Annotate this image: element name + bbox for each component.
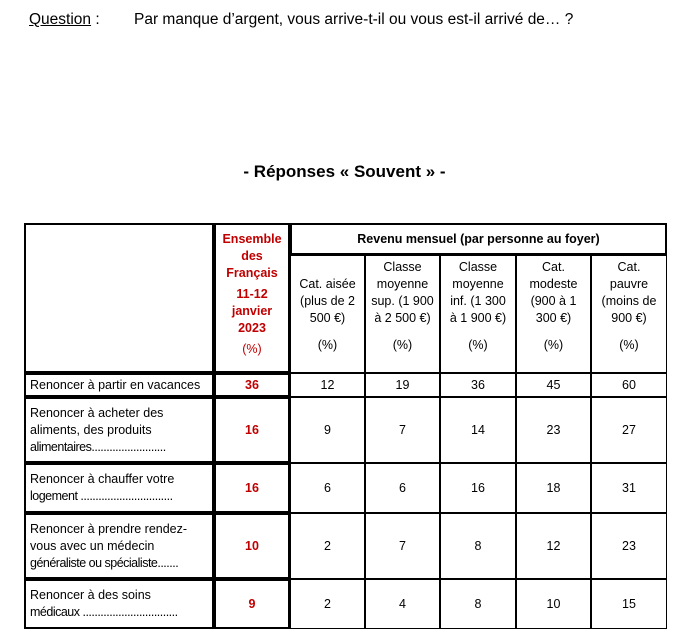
category-line: 300 €) — [535, 311, 572, 325]
table-cell: 8 — [440, 513, 516, 579]
table-cell: 9 — [290, 397, 365, 463]
ensemble-line: Ensemble — [222, 232, 282, 246]
category-header — [440, 255, 516, 373]
ensemble-line: 2023 — [238, 321, 266, 335]
category-header — [516, 255, 591, 373]
category-line: Classe — [458, 260, 498, 274]
ensemble-value: 9 — [214, 579, 290, 629]
table-cell: 27 — [591, 397, 667, 463]
row-label-line: alimentaires......................... — [30, 439, 166, 454]
table-cell: 7 — [365, 513, 440, 579]
table-cell: 12 — [516, 513, 591, 579]
table-row — [24, 373, 667, 397]
table-cell: 19 — [365, 373, 440, 397]
table-row — [24, 513, 667, 579]
row-label-line: médicaux ................................ — [30, 605, 178, 619]
revenue-header: Revenu mensuel (par personne au foyer) — [290, 223, 667, 255]
table-cell: 8 — [440, 579, 516, 629]
category-line: Cat. — [617, 260, 641, 274]
category-line: (900 à 1 — [530, 294, 577, 308]
table-cell: 45 — [516, 373, 591, 397]
category-line: sup. (1 900 — [371, 294, 434, 308]
category-line: moyenne — [376, 277, 429, 291]
category-line: 900 €) — [611, 311, 647, 325]
category-line: (moins de — [601, 294, 657, 308]
header-blank-cell — [24, 223, 214, 373]
table-cell: 6 — [365, 463, 440, 513]
ensemble-line: Français — [226, 266, 278, 280]
category-unit: (%) — [619, 338, 639, 352]
table-row — [24, 579, 667, 629]
category-line: (plus de 2 — [300, 294, 355, 308]
category-line: Cat. aisée — [299, 277, 356, 291]
results-table — [24, 223, 667, 629]
table-cell: 16 — [440, 463, 516, 513]
question-line — [29, 11, 574, 29]
category-header — [365, 255, 440, 373]
row-label-line: Renoncer à chauffer votre — [30, 472, 175, 486]
table-cell: 23 — [516, 397, 591, 463]
row-label-line: Renoncer à acheter des — [30, 405, 164, 420]
row-label — [24, 463, 214, 513]
table-cell: 2 — [290, 579, 365, 629]
ensemble-line: 11-12 — [236, 287, 268, 301]
table-cell: 15 — [591, 579, 667, 629]
ensemble-value: 36 — [214, 373, 290, 397]
question-label: Question — [29, 11, 92, 28]
ensemble-header — [214, 223, 290, 373]
category-line: Classe — [383, 260, 422, 274]
table-cell: 10 — [516, 579, 591, 629]
table-cell: 31 — [591, 463, 667, 513]
category-line: pauvre — [609, 277, 649, 291]
category-line: Cat. — [542, 260, 565, 274]
row-label — [24, 397, 214, 463]
ensemble-line: janvier — [231, 304, 273, 318]
category-unit: (%) — [317, 338, 338, 352]
row-label-line: généraliste ou spécialiste....... — [30, 555, 179, 570]
table-cell: 12 — [290, 373, 365, 397]
category-line: moyenne — [452, 277, 504, 291]
category-unit: (%) — [392, 338, 413, 352]
table-cell: 60 — [591, 373, 667, 397]
row-label — [24, 513, 214, 579]
question-text: Par manque d’argent, vous arrive-t-il ou vous est-il arrivé de… ? — [134, 11, 574, 28]
subtitle: - Réponses « Souvent » - — [243, 162, 446, 181]
table-row — [24, 397, 667, 463]
ensemble-value: 16 — [214, 397, 290, 463]
table-cell: 23 — [591, 513, 667, 579]
category-line: inf. (1 300 — [450, 294, 506, 308]
table-cell: 18 — [516, 463, 591, 513]
question-separator: : — [91, 11, 100, 28]
category-line: à 2 500 €) — [374, 311, 431, 325]
table-cell: 6 — [290, 463, 365, 513]
table-cell: 4 — [365, 579, 440, 629]
ensemble-unit: (%) — [242, 342, 262, 356]
table-cell: 7 — [365, 397, 440, 463]
row-label-line: logement ............................... — [30, 489, 173, 503]
row-label — [24, 373, 214, 397]
category-header — [591, 255, 667, 373]
table-cell: 2 — [290, 513, 365, 579]
row-label-line: aliments, des produits — [30, 422, 152, 437]
row-label — [24, 579, 214, 629]
table-row — [24, 463, 667, 513]
table-cell: 36 — [440, 373, 516, 397]
row-label-line: Renoncer à des soins — [30, 588, 151, 602]
category-line: 500 €) — [309, 311, 346, 325]
category-line: modeste — [529, 277, 578, 291]
category-header — [290, 255, 365, 373]
row-label-line: Renoncer à partir en vacances — [30, 377, 201, 392]
row-label-line: vous avec un médecin — [30, 538, 155, 553]
category-unit: (%) — [543, 338, 564, 352]
table-cell: 14 — [440, 397, 516, 463]
row-label-line: Renoncer à prendre rendez- — [30, 521, 188, 536]
ensemble-line: des — [241, 249, 263, 263]
ensemble-value: 16 — [214, 463, 290, 513]
category-unit: (%) — [468, 338, 488, 352]
category-line: à 1 900 €) — [449, 311, 507, 325]
ensemble-value: 10 — [214, 513, 290, 579]
